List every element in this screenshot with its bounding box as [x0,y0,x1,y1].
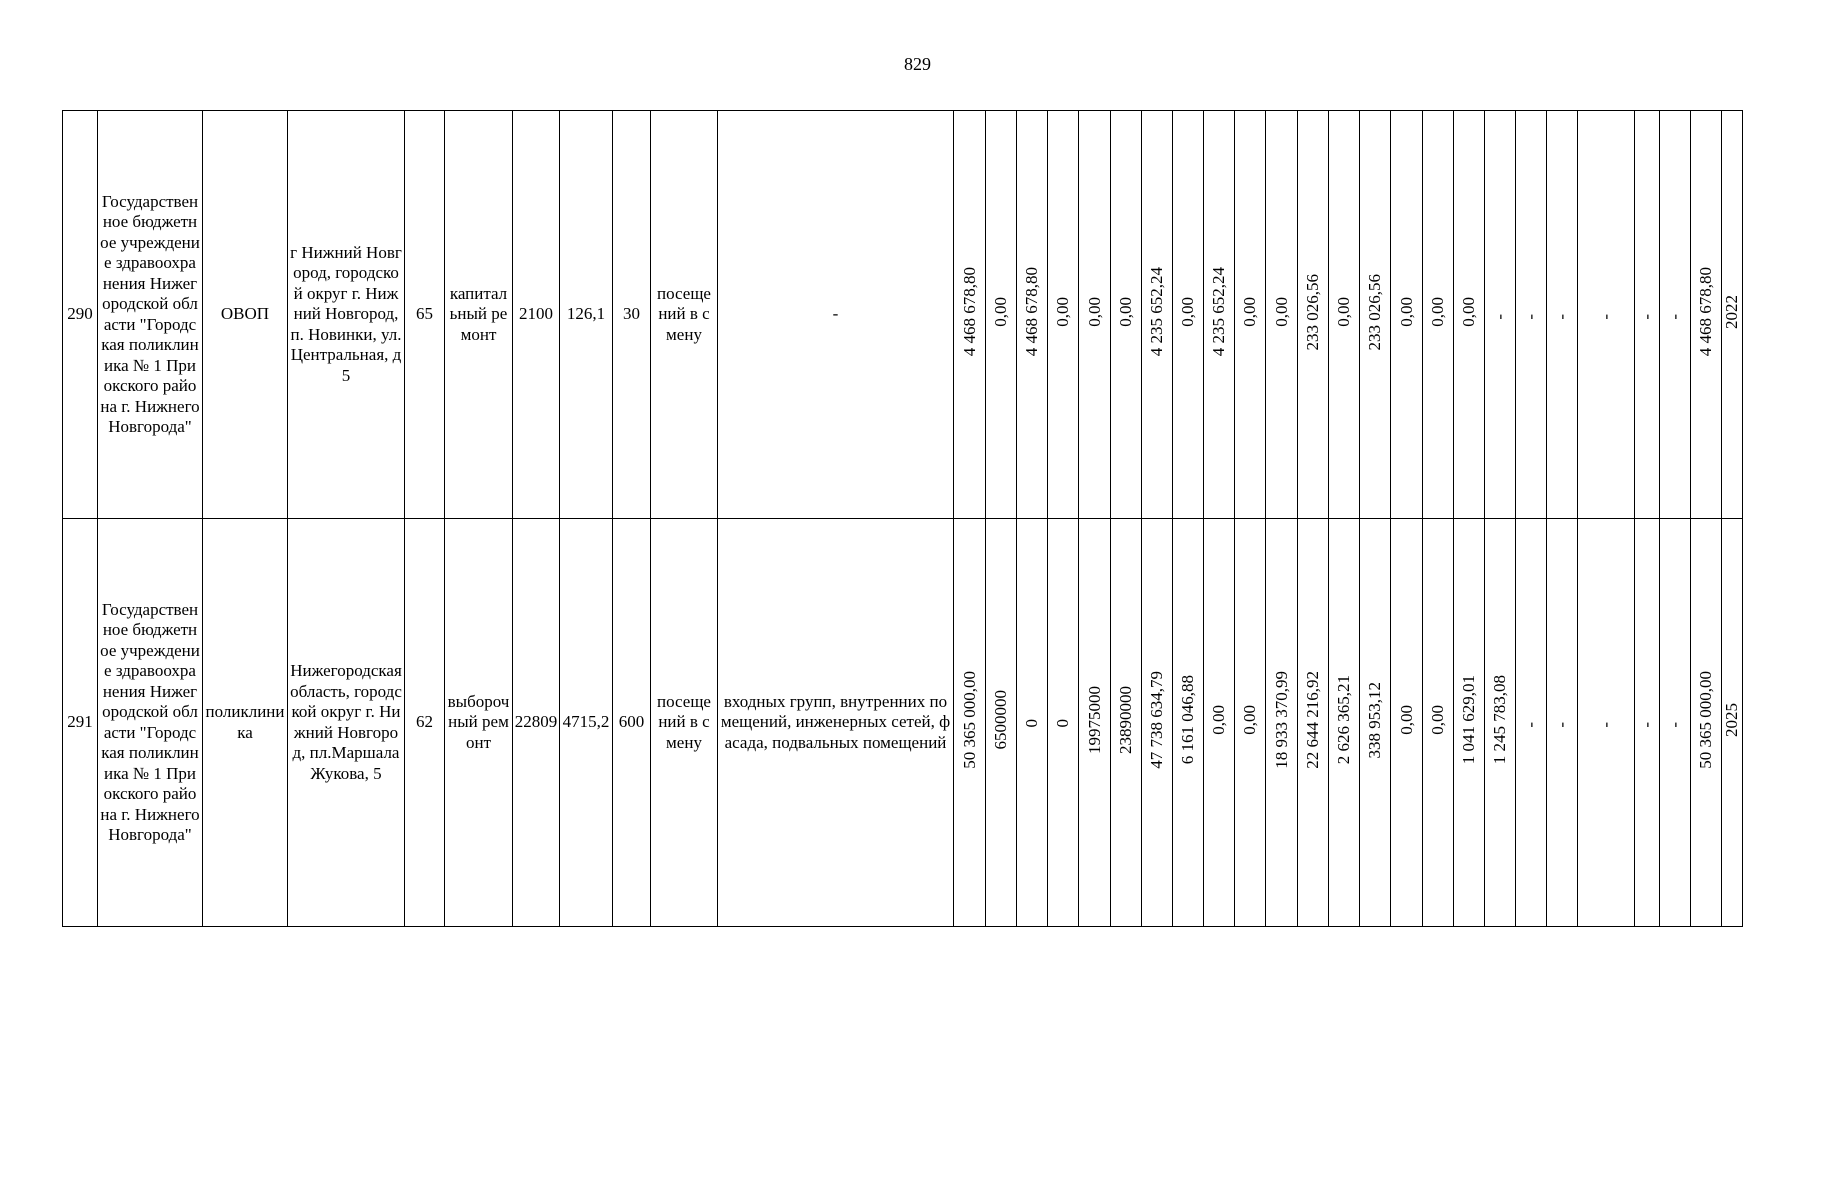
row-number: 291 [63,519,98,927]
cell-col4: 65 [405,111,445,519]
amount-cell [1298,519,1329,927]
amount-value: 0,00 [1240,704,1259,735]
amount-cell [1266,111,1298,519]
amount-value: 338 953,12 [1365,681,1384,758]
amount-value: 0,00 [1428,704,1447,735]
object-address: Нижегородская область, городской округ г. Нижний Новгород, пл.Маршала Жукова, 5 [288,519,405,927]
amount-value: 0 [1053,718,1072,728]
table-row [63,519,1743,927]
amount-cell [1660,111,1691,519]
amount-value: 4 235 652,24 [1209,267,1228,357]
amount-cell [1660,519,1691,927]
amount-cell [1454,111,1485,519]
amount-cell [1142,111,1173,519]
amount-cell [1142,519,1173,927]
amount-value: 0,00 [1334,296,1353,327]
amount-value: 0,00 [1053,296,1072,327]
amount-value: - [1490,313,1509,320]
row-number: 290 [63,111,98,519]
year-value: 2022 [1722,294,1741,329]
year-value: 2025 [1722,702,1741,737]
amount-cell [1516,519,1547,927]
amount-cell [1485,519,1516,927]
amount-cell [1111,519,1142,927]
institution-name: Государственное бюджетное учреждение здравоохранения Нижегородской области "Городская поликлиника № 1 Приокского района г. Нижнего Новгорода" [98,519,203,927]
amount-cell [1204,519,1235,927]
cell-col8: 600 [613,519,651,927]
amount-value: 0,00 [1396,296,1416,327]
amount-value: 23890000 [1116,685,1135,754]
amount-value: - [1637,721,1656,728]
amount-value: 4 235 652,24 [1147,267,1166,357]
amount-cell [1635,519,1660,927]
year-cell [1722,111,1743,519]
amount-cell [1578,111,1635,519]
amount-cell [1235,111,1266,519]
amount-cell [1298,111,1329,519]
cell-col4: 62 [405,519,445,927]
amount-cell [1079,519,1111,927]
amount-value: 4 468 678,80 [1696,267,1715,357]
amount-cell [1048,519,1079,927]
work-type: выборочный ремонт [445,519,513,927]
amount-cell [1423,519,1454,927]
object-address: г Нижний Новгород, городской округ г. Нижний Новгород, п. Новинки, ул.Центральная, д5 [288,111,405,519]
amount-value: 47 738 634,79 [1147,670,1166,769]
amount-value: 6 161 046,88 [1178,675,1197,765]
page-number: 829 [904,54,931,74]
amount-value: 233 026,56 [1303,273,1322,350]
amount-value: 0,00 [1240,296,1259,327]
amount-cell [1547,111,1578,519]
amount-value: 4 468 678,80 [1022,267,1041,357]
amount-cell [1079,111,1111,519]
amount-value: 0,00 [991,296,1010,327]
amount-cell [1235,519,1266,927]
amount-cell [1635,111,1660,519]
amount-cell [1048,111,1079,519]
amount-cell [1204,111,1235,519]
amount-value: 6500000 [991,690,1010,750]
amount-value: - [1521,721,1540,728]
amount-value: 0,00 [1116,296,1135,327]
amount-cell [1516,111,1547,519]
amount-cell [1329,519,1360,927]
amount-cell [1454,519,1485,927]
amount-cell [1329,111,1360,519]
amount-value: 18 933 370,99 [1271,670,1291,769]
amount-value: 0 [1022,718,1041,728]
amount-cell [1173,111,1204,519]
amount-cell [1691,111,1722,519]
cell-col8: 30 [613,111,651,519]
institution-name: Государственное бюджетное учреждение здравоохранения Нижегородской области "Городская поликлиника № 1 Приокского района г. Нижнего Новгорода" [98,111,203,519]
amount-value: 22 644 216,92 [1303,670,1322,769]
table-row [63,111,1743,519]
cell-col7: 126,1 [560,111,613,519]
amount-value: 0,00 [1271,296,1291,327]
amount-value: - [1552,313,1571,320]
amount-value: - [1596,313,1615,320]
amount-value: - [1637,313,1656,320]
amount-cell [954,519,986,927]
amount-cell [1360,519,1391,927]
amount-value: 0,00 [1459,296,1478,327]
amount-value: - [1665,313,1684,320]
amount-cell [1423,111,1454,519]
amount-value: 0,00 [1209,704,1228,735]
amount-cell [1266,519,1298,927]
amount-value: 0,00 [1178,296,1197,327]
capacity-unit: посещений в смену [651,111,718,519]
amount-cell [954,111,986,519]
amount-value: - [1665,721,1684,728]
amount-value: - [1552,721,1571,728]
amount-value: 2 626 365,21 [1334,675,1353,765]
cell-col7: 4715,2 [560,519,613,927]
amount-value: 1 041 629,01 [1459,675,1478,765]
amount-cell [1391,111,1423,519]
amount-cell [1173,519,1204,927]
amount-cell [1111,111,1142,519]
amount-value: 4 468 678,80 [959,267,979,357]
amount-value: 0,00 [1428,296,1447,327]
amount-value: 233 026,56 [1365,273,1384,350]
capacity-unit: посещений в смену [651,519,718,927]
cell-col6: 22809 [513,519,560,927]
amount-cell [986,111,1017,519]
amount-value: 0,00 [1084,296,1104,327]
amount-value: - [1596,721,1615,728]
amount-cell [1691,519,1722,927]
work-type: капитальный ремонт [445,111,513,519]
amount-cell [1391,519,1423,927]
object-type: поликлиника [203,519,288,927]
amount-value: 19975000 [1084,685,1104,754]
amount-cell [1017,519,1048,927]
amount-value: - [1521,313,1540,320]
work-description: - [718,111,954,519]
data-table [62,110,1743,927]
amount-value: 50 365 000,00 [959,670,979,769]
object-type: ОВОП [203,111,288,519]
amount-cell [1017,111,1048,519]
amount-value: 1 245 783,08 [1490,675,1509,765]
amount-cell [1485,111,1516,519]
amount-cell [986,519,1017,927]
amount-cell [1547,519,1578,927]
amount-value: 50 365 000,00 [1696,670,1715,769]
cell-col6: 2100 [513,111,560,519]
amount-cell [1360,111,1391,519]
amount-value: 0,00 [1396,704,1416,735]
work-description: входных групп, внутренних помещений, инженерных сетей, фасада, подвальных помещений [718,519,954,927]
amount-cell [1578,519,1635,927]
year-cell [1722,519,1743,927]
